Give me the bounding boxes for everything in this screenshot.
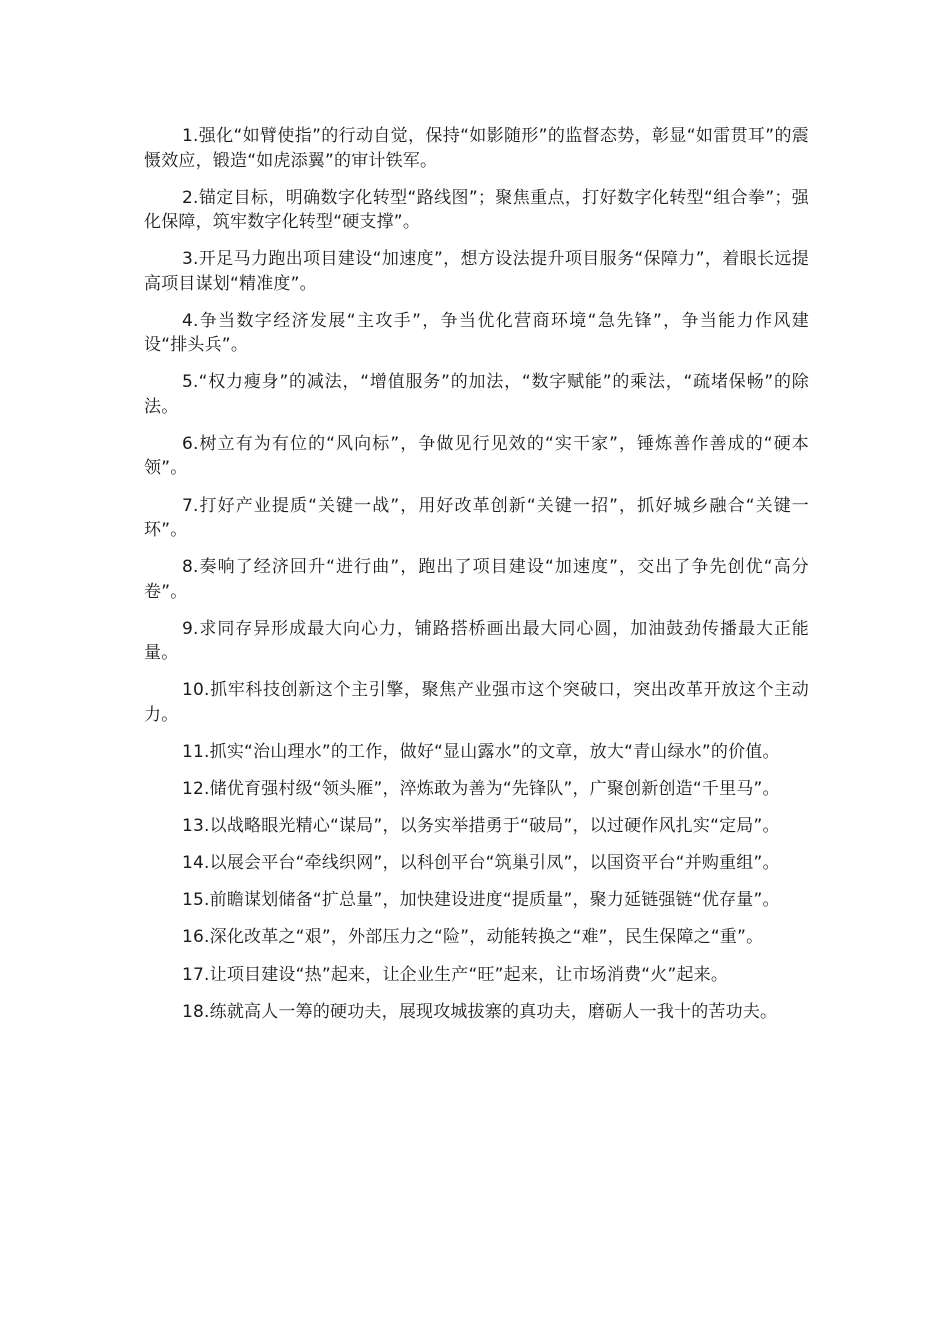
paragraph-11: 11.抓实“治山理水”的工作，做好“显山露水”的文章，放大“青山绿水”的价值。 xyxy=(182,741,780,762)
paragraph-6: 6.树立有为有位的“风向标”，争做见行见效的“实干家”，锤炼善作善成的“硬本领”。 xyxy=(144,433,809,479)
paragraph-4: 4.争当数字经济发展“主攻手”，争当优化营商环境“急先锋”，争当能力作风建设“排头兵”。 xyxy=(144,310,809,356)
paragraph-16: 16.深化改革之“艰”，外部压力之“险”，动能转换之“难”，民生保障之“重”。 xyxy=(182,927,764,948)
paragraph-15: 15.前瞻谋划储备“扩总量”，加快建设进度“提质量”，聚力延链强链“优存量”。 xyxy=(182,890,780,911)
paragraph-2: 2.锚定目标，明确数字化转型“路线图”；聚焦重点，打好数字化转型“组合拳”；强化保障，筑牢数字化转型“硬支撑”。 xyxy=(144,187,809,233)
paragraph-17: 17.让项目建设“热”起来，让企业生产“旺”起来，让市场消费“火”起来。 xyxy=(182,964,729,985)
paragraph-14: 14.以展会平台“牵线织网”，以科创平台“筑巢引凤”，以国资平台“并购重组”。 xyxy=(182,853,780,874)
paragraph-7: 7.打好产业提质“关键一战”，用好改革创新“关键一招”，抓好城乡融合“关键一环”。 xyxy=(144,495,809,541)
paragraph-5: 5.“权力瘦身”的减法，“增值服务”的加法，“数字赋能”的乘法，“疏堵保畅”的除法。 xyxy=(144,372,809,417)
paragraph-13: 13.以战略眼光精心“谋局”，以务实举措勇于“破局”，以过硬作风扎实“定局”。 xyxy=(182,816,780,837)
paragraph-1: 1.强化“如臂使指”的行动自觉，保持“如影随形”的监督态势，彰显“如雷贯耳”的震慑效应，锻造“如虎添翼”的审计铁军。 xyxy=(144,126,809,171)
paragraph-18: 18.练就高人一筹的硬功夫，展现攻城拔寨的真功夫，磨砺人一我十的苦功夫。 xyxy=(182,1001,778,1022)
paragraph-3: 3.开足马力跑出项目建设“加速度”，想方设法提升项目服务“保障力”，着眼长远提高项目谋划“精准度”。 xyxy=(144,249,809,294)
paragraph-9: 9.求同存异形成最大向心力，铺路搭桥画出最大同心圆，加油鼓劲传播最大正能量。 xyxy=(144,618,809,664)
paragraph-12: 12.储优育强村级“领头雁”，淬炼敢为善为“先锋队”，广聚创新创造“千里马”。 xyxy=(182,779,780,800)
document-body xyxy=(144,124,809,1037)
paragraph-8: 8.奏响了经济回升“进行曲”，跑出了项目建设“加速度”，交出了争先创优“高分卷”。 xyxy=(144,557,809,602)
paragraph-10: 10.抓牢科技创新这个主引擎，聚焦产业强市这个突破口，突出改革开放这个主动力。 xyxy=(144,680,809,725)
